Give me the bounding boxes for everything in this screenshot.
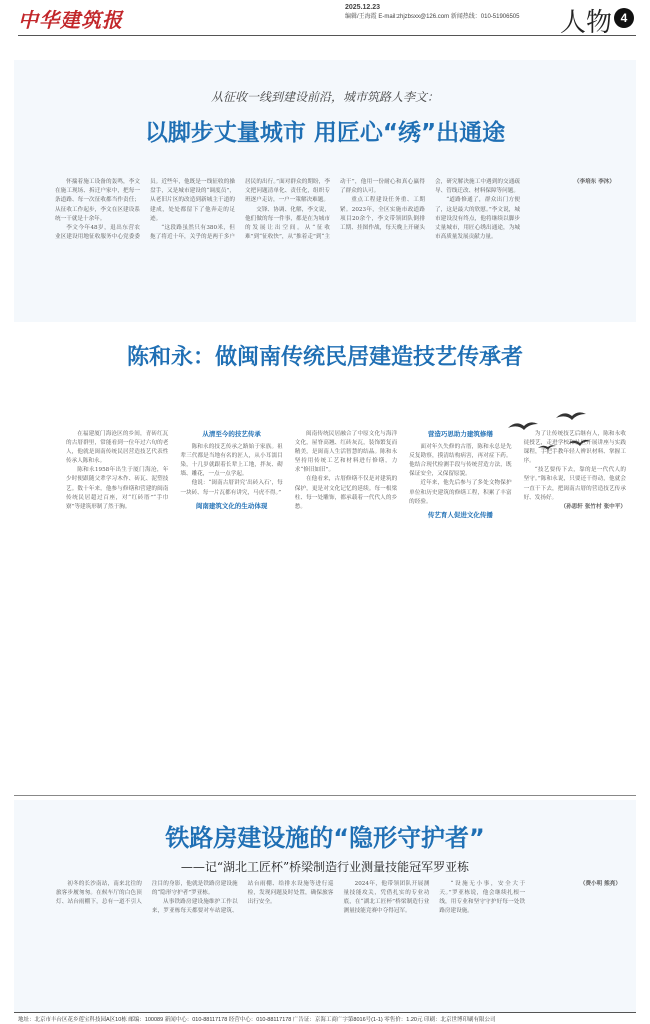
paragraph: 面对年久失修的古厝，陈和永总是先反复勘察，摸清结构病害，再对症下药。他结合现代检测手段与传统营造方法，既保证安全，又保留原貌。 (409, 444, 512, 478)
article1-body (55, 178, 615, 318)
subheading: 营造巧思助力建筑修缮 (427, 430, 493, 438)
paragraph: 重点工程建设任务重、工期紧。2023年，全区实施市政道路项目20余个，李文带领团队倒排工期、挂图作战，每天晚上开碰头会，研究解决施工中遇到的交通疏导、管线迁改、材料保障等问题。 (340, 179, 520, 232)
article2-headline: 陈和永：做闽南传统民居建造技艺传承者 (126, 345, 523, 370)
article3-subtitle: ——记“湖北工匠杯”桥梁制造行业测量技能冠军罗亚栋 (180, 860, 470, 874)
issue-date: 2025.12.23 (345, 4, 381, 11)
article3-body (56, 880, 621, 1008)
paragraph: 怀揣着施工设备的轰鸣，李文在施工现场、拆迁户家中，把每一条道路、每一次征收都当作责任；从征收工作起步，李文在区建设系统一干就是十余年。 (55, 179, 140, 222)
subheading: 从清至今的技艺传承 (202, 430, 261, 438)
footer-divider (14, 1012, 636, 1013)
article3-headline: 铁路房建设施的“隐形守护者” (165, 824, 485, 852)
page-number-badge: 4 (614, 8, 634, 28)
paragraph: 2024年，他带领团队开展测量技能攻关，凭借扎实的专业功底，在“湖北工匠杯”桥梁制造行业测量技能竞赛中夺得冠军。 (343, 881, 430, 915)
section-title: 人物 (560, 8, 613, 38)
paragraph: 为了让传统技艺后继有人，陈和永收徒授艺，走进学校和社区开展讲座与实践课程，手把手教年轻人辨识材料、掌握工序。 (523, 431, 626, 465)
paragraph: 他说：“闽南古厝讲究‘出砖入石’，每一块砖、每一片瓦都有讲究，马虎不得。” (180, 480, 283, 496)
paragraph: 在他看来，古厝修缮不仅是对建筑的保护，更是对文化记忆的延续。每一根梁柱、每一处雕饰，都承载着一代代人的乡愁。 (294, 476, 398, 510)
article1-kicker: 从征收一线到建设前沿，城市筑路人李文： (210, 90, 439, 104)
header-divider (18, 35, 636, 36)
paragraph: 交锋、协调、化解，李文说，他们做的每一件事，都是在为城市的发展让出空间。从“征收难”到“征收快”，从“推着走”到“主动干”，他用一份耐心和真心赢得了群众的认可。 (245, 179, 425, 241)
masthead-logo (18, 4, 138, 32)
paragraph: 闽南传统民居融合了中原文化与海洋文化，屋脊高翘、红砖灰瓦，装饰繁复而精美，是闽南人生活智慧的结晶。陈和永坚持用传统工艺和材料进行修缮，力求“修旧如旧”。 (294, 431, 398, 474)
paragraph: “设施无小事，安全大于天。”罗亚栋说，他会继续扎根一线，用专业和坚守守护好每一处铁路房建设施。 (439, 881, 526, 915)
paragraph: “这段路虽然只有380米，但拖了将近十年，关乎的是两千多户居民的出行。”面对群众的期盼，李文把问题清单化、责任化，组织专班逐户走访，一户一策解决难题。 (150, 179, 330, 241)
paragraph: 在福建厦门海沧区的乡间，青砖红瓦的古厝群里，常能看到一位年过六旬的老人，他就是闽南传统民居营造技艺代表性传承人陈和永。 (66, 431, 169, 465)
paragraph: “道路修通了，群众出门方便了，这是最大的欣慰。”李文说，城市建设没有终点，他将继续以脚步丈量城市，用匠心绣出通途，为城市高质量发展贡献力量。 (435, 197, 520, 241)
section-divider (14, 795, 636, 796)
paragraph: “技艺要传下去，靠的是一代代人的坚守。”陈和永说，只要还干得动，他就会一直干下去，把闽南古厝的营造技艺传承好、发扬好。 (523, 467, 626, 501)
paragraph: 从事铁路房建设施维护工作以来，罗亚栋每天都要对车站建筑、站台雨棚、给排水设施等进行巡检，发现问题及时处置，确保旅客出行安全。 (151, 881, 334, 915)
subheading: 闽南建筑文化的生动体现 (195, 501, 268, 510)
footer-info: 地址：北京市丰台区花乡莲宝科技园A区10栋 邮编：100089 新闻中心：010-88117178 经营中心：010-88117178 广告证：京海工商广字第8016号(1-1) 零售价：1.20元 印刷：北京世博印刷有限公司 (18, 1017, 496, 1023)
header-info (345, 4, 555, 20)
paragraph: 陈和永1958年出生于厦门海沧，年少时便跟随父辈学习木作、砖瓦、泥塑技艺。数十年来，他参与修缮和营建的闽南传统民居超过百座，对“红砖厝”“手巾寮”等建筑形制了然于胸。 (66, 467, 169, 510)
paragraph: 李文今年48岁，退出东营农业区建设用地征收服务中心党委委员。近些年，他既是一线征收的操盘手，又是城市建设的“调度员”，从老旧片区的改造到新城主干道的建成，处处都留下了他奔走的足迹。 (55, 179, 235, 241)
article2-byline: （孙思轩 张竹村 张中平） (560, 503, 626, 510)
article2-body (66, 430, 626, 785)
article1-byline: （李培东 李沐） (573, 179, 615, 185)
article3-byline: （费小明 熊亮） (579, 881, 621, 887)
masthead-title: 中华建筑报 (18, 8, 123, 32)
paragraph: 近年来，他先后参与了多处文物保护单位和历史建筑的修缮工程，积累了丰富的经验。 (409, 480, 512, 505)
paragraph: 陈和永的技艺传承之路始于家族。祖辈三代都是当地有名的匠人，从小耳濡目染，十几岁就跟着长辈上工地，拌灰、砌墙、雕花，一点一点学起。 (180, 444, 283, 478)
article1-headline: 以脚步丈量城市 用匠心“绣”出通途 (144, 120, 506, 146)
paragraph: 初冬的长沙南站，南来北往的旅客步履匆匆。在候车厅的白色顶灯、站台雨棚下，总有一道不引人注目的身影，他就是铁路房建设施的“隐形守护者”罗亚栋。 (56, 881, 238, 906)
subheading: 传艺育人促进文化传播 (427, 510, 493, 519)
editor-line: 编辑/王海霞 E-mail:zhjzbsxx@126.com 新闻热线：010-51906505 (345, 14, 520, 20)
